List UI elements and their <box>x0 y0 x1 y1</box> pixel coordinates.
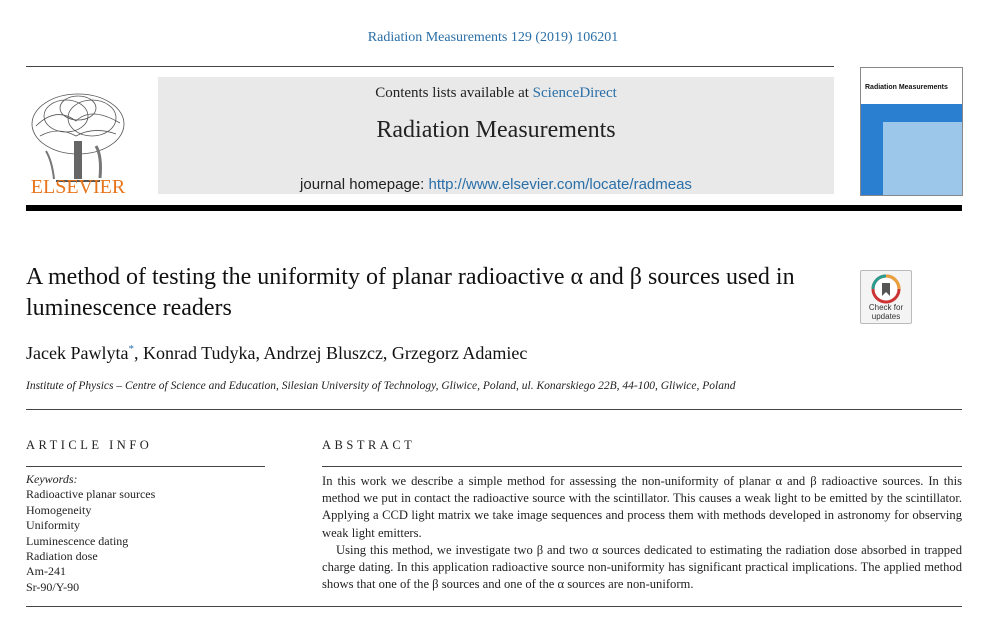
author-name[interactable]: Jacek Pawlyta <box>26 343 129 363</box>
journal-title: Radiation Measurements <box>376 117 616 143</box>
journal-cover-thumbnail[interactable] <box>860 67 963 196</box>
journal-homepage-link[interactable]: http://www.elsevier.com/locate/radmeas <box>428 176 692 193</box>
journal-masthead <box>158 77 834 194</box>
cover-stripe <box>861 122 883 195</box>
bottom-rule <box>26 606 962 607</box>
homepage-prefix: journal homepage: <box>300 176 429 193</box>
publisher-name: ELSEVIER <box>30 176 126 198</box>
keywords-label: Keywords: <box>26 472 78 486</box>
article-title: A method of testing the uniformity of planar radioactive α and β sources used in luminescence readers <box>26 264 795 321</box>
homepage-line <box>158 176 834 193</box>
sciencedirect-link[interactable]: ScienceDirect <box>532 85 617 101</box>
corresponding-author-mark[interactable]: * <box>128 343 134 355</box>
keyword: Homogeneity <box>26 502 92 517</box>
crossmark-icon <box>871 274 901 304</box>
crossmark-label: Check for updates <box>868 303 904 321</box>
abstract-rule <box>322 466 962 467</box>
keywords-block <box>26 472 155 595</box>
keyword: Radioactive planar sources <box>26 487 156 502</box>
article-info-heading: ARTICLE INFO <box>26 438 153 452</box>
contents-prefix: Contents lists available at <box>375 85 533 101</box>
contents-line <box>158 85 834 102</box>
journal-citation[interactable]: Radiation Measurements 129 (2019) 106201 <box>367 30 619 45</box>
header-thick-rule <box>26 205 962 211</box>
abstract-paragraph: In this work we describe a simple method for assessing the non-uniformity of planar α and β radioactive sources. In this method we put in contact the radioactive source with the scintillator. This causes a weak light to be emitted by the scintillator. Applying a CCD light matrix we take image sequences and process them with methods developed in astronomy for observing weak light emitters. <box>322 474 962 540</box>
check-for-updates-badge[interactable] <box>860 270 912 324</box>
article-info-rule <box>26 466 265 467</box>
header-rule <box>26 66 834 67</box>
cover-band <box>861 104 962 122</box>
abstract-body <box>322 473 962 593</box>
author-list <box>26 343 527 364</box>
keyword: Uniformity <box>26 518 80 533</box>
keyword: Am-241 <box>26 564 66 579</box>
keyword: Radiation dose <box>26 549 98 564</box>
abstract-heading: ABSTRACT <box>322 438 416 452</box>
keyword: Luminescence dating <box>26 533 129 548</box>
affiliation: Institute of Physics – Centre of Science and Education, Silesian University of Technology, Gliwice, Poland, ul. Konarskiego 22B, 44-100, Gliwice, Poland <box>26 380 736 392</box>
author-names-rest: , Konrad Tudyka, Andrzej Bluszcz, Grzegorz Adamiec <box>133 343 528 363</box>
keyword: Sr-90/Y-90 <box>26 579 80 594</box>
section-rule <box>26 409 962 410</box>
cover-title: Radiation Measurements <box>865 84 948 91</box>
abstract-paragraph: Using this method, we investigate two β and two α sources dedicated to estimating the radiation dose absorbed in trapped charge dating. In this application radioactive source non-uniformity has significant practical implications. The applied method shows that one of the β sources and one of the α sources are non-uniform. <box>322 542 962 592</box>
